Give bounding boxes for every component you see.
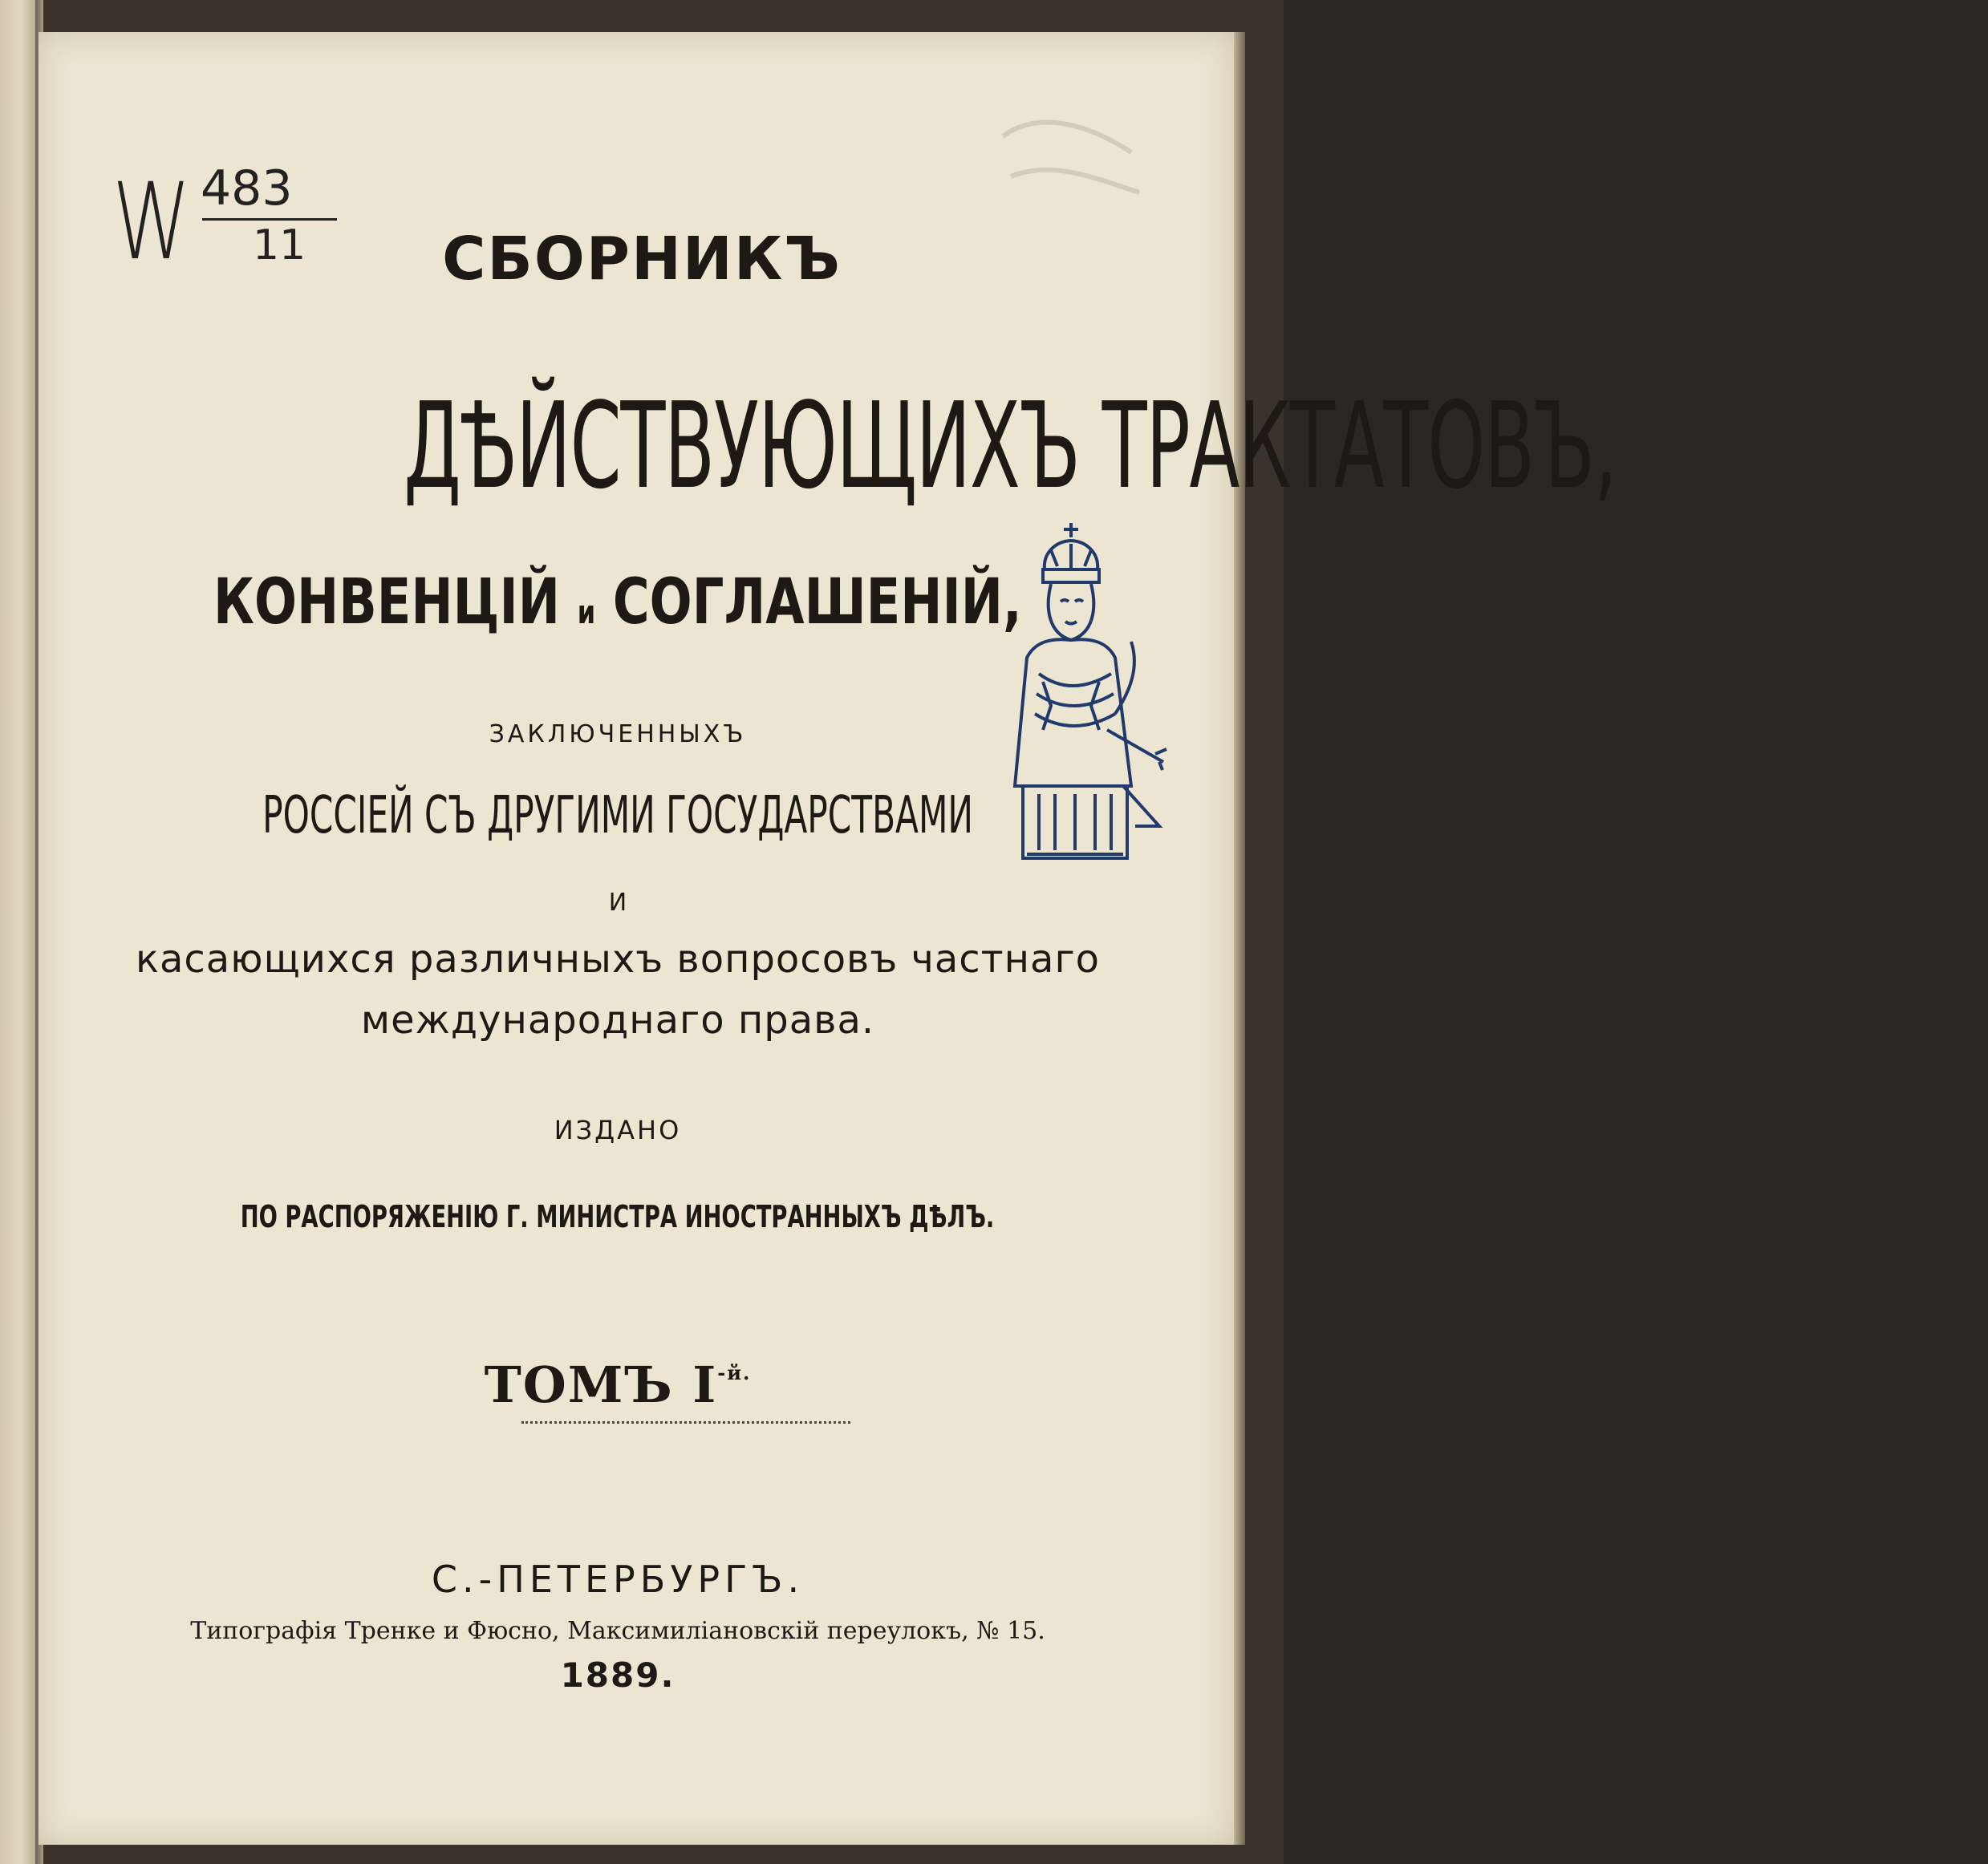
publication-issued: ИЗДАНО <box>554 1115 682 1145</box>
shelfmark-subnumber: 11 <box>253 221 306 269</box>
title-line-2 <box>32 377 1617 515</box>
imprint-printer: Типографія Тренке и Фюсно, Максимиліановскій переулокъ, № 15. <box>190 1617 1045 1645</box>
crowned-figure-stamp-icon <box>995 521 1171 866</box>
imprint-year: 1889. <box>560 1655 676 1695</box>
title-conventions: КОНВЕНЦІЙ <box>213 566 561 638</box>
title-agreements: СОГЛАШЕНІЙ, <box>613 566 1022 638</box>
shelfmark-number: 483 <box>201 160 293 217</box>
title-line-6: И <box>608 889 627 917</box>
page-fore-edge <box>1234 32 1245 1845</box>
title-line-4: ЗАКЛЮЧЕННЫХЪ <box>489 720 747 748</box>
volume-label <box>48 1355 1187 1414</box>
imprint-city: С.-ПЕТЕРБУРГЪ. <box>431 1558 805 1601</box>
previous-page-edge <box>0 0 35 1864</box>
title-line-5-text: РОССІЕЙ СЪ ДРУГИМИ ГОСУДАРСТВАМИ <box>262 786 973 845</box>
publication-authority-text: ПО РАСПОРЯЖЕНІЮ Г. МИНИСТРА ИНОСТРАННЫХЪ ДѢЛЪ. <box>241 1199 995 1234</box>
volume-suffix: -й. <box>717 1361 752 1384</box>
title-line-2-text: ДѢЙСТВУЮЩИХЪ ТРАКТАТОВЪ, <box>404 377 1617 515</box>
volume-underline <box>521 1421 850 1424</box>
title-line-1: СБОРНИКЪ <box>442 225 842 294</box>
title-and: и <box>577 594 596 631</box>
title-line-8: международнаго права. <box>360 998 875 1043</box>
shelfmark-letter: W <box>112 160 191 284</box>
bleed-through-stamp-icon <box>987 104 1147 217</box>
publication-authority <box>48 1199 1187 1234</box>
volume-number: ТОМЪ I <box>484 1355 718 1414</box>
title-line-7: касающихся различныхъ вопросовъ частнаго <box>135 937 1101 982</box>
shelfmark-rule <box>202 218 337 221</box>
